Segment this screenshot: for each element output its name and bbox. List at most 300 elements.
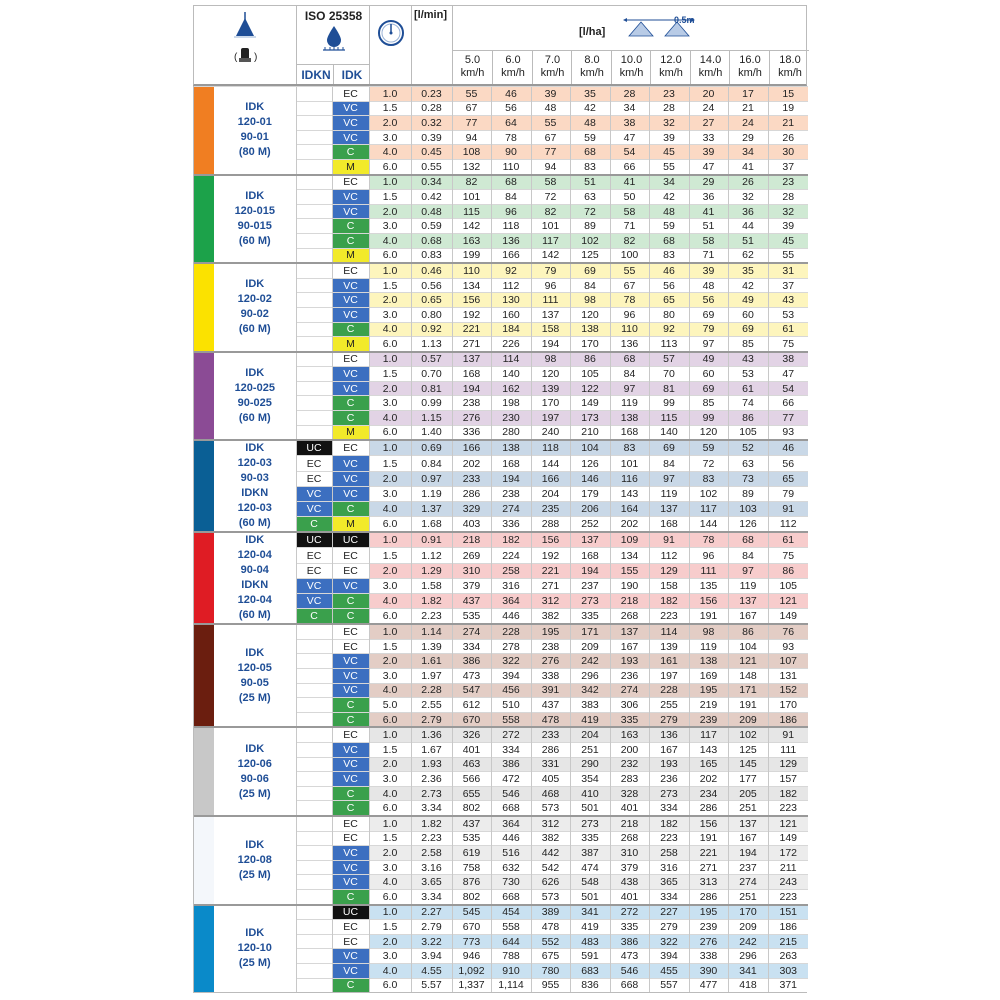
- idk-class-cell: C: [332, 801, 369, 816]
- rate-cell: 92: [491, 263, 531, 278]
- rate-cell: 70: [649, 367, 689, 382]
- rate-cell: 58: [531, 175, 570, 190]
- idkn-class-cell: [296, 963, 332, 978]
- idkn-class-cell: [296, 293, 332, 308]
- pressure-cell: 1.5: [369, 831, 411, 846]
- idk-class-cell: C: [332, 233, 369, 248]
- rate-cell: 286: [531, 743, 570, 758]
- rate-cell: 200: [610, 743, 649, 758]
- idkn-class-cell: [296, 772, 332, 787]
- speed-value: 10.0: [620, 54, 643, 66]
- rate-cell: 238: [491, 486, 531, 501]
- rate-cell: 119: [649, 486, 689, 501]
- flow-cell: 0.56: [411, 278, 452, 293]
- idk-class-cell: C: [332, 712, 369, 727]
- rate-cell: 235: [531, 501, 570, 516]
- idk-class-cell: EC: [332, 352, 369, 367]
- idkn-class-cell: [296, 204, 332, 219]
- speed-header-1: [492, 50, 533, 84]
- rate-cell: 28: [768, 190, 808, 205]
- rate-cell: 354: [570, 772, 610, 787]
- idk-class-cell: EC: [332, 816, 369, 831]
- flow-cell: 0.80: [411, 307, 452, 322]
- rate-cell: 199: [452, 248, 491, 263]
- rate-cell: 94: [452, 130, 491, 145]
- rate-cell: 42: [728, 278, 768, 293]
- pressure-cell: 4.0: [369, 875, 411, 890]
- nozzle-name-line: IDK: [245, 838, 265, 851]
- speed-unit: km/h: [619, 67, 644, 79]
- rate-cell: 338: [689, 949, 728, 964]
- idkn-class-cell: [296, 889, 332, 904]
- rate-cell: 566: [452, 772, 491, 787]
- rate-cell: 173: [570, 411, 610, 426]
- rate-cell: 60: [728, 307, 768, 322]
- rate-cell: 68: [610, 352, 649, 367]
- rate-cell: 45: [649, 145, 689, 160]
- rate-cell: 547: [452, 683, 491, 698]
- nozzle-name-line: 120-015: [234, 204, 275, 217]
- rate-cell: 272: [610, 905, 649, 920]
- flow-cell: 0.99: [411, 396, 452, 411]
- nozzle-name-line: 120-02: [237, 293, 272, 306]
- rate-cell: 86: [570, 352, 610, 367]
- rate-cell: 387: [570, 846, 610, 861]
- rate-cell: 286: [689, 889, 728, 904]
- rate-cell: 47: [768, 367, 808, 382]
- idkn-class-cell: [296, 801, 332, 816]
- flow-cell: 2.27: [411, 905, 452, 920]
- rate-cell: 195: [689, 905, 728, 920]
- rate-cell: 788: [491, 949, 531, 964]
- rate-cell: 168: [570, 548, 610, 563]
- flow-cell: 1.67: [411, 743, 452, 758]
- rate-cell: 143: [689, 743, 728, 758]
- table-row: [194, 816, 808, 831]
- rate-cell: 79: [768, 486, 808, 501]
- idkn-class-cell: [296, 116, 332, 131]
- rate-cell: 145: [728, 757, 768, 772]
- speed-header-8: [769, 50, 810, 84]
- rate-cell: 101: [531, 219, 570, 234]
- idkn-class-cell: [296, 322, 332, 337]
- idk-class-cell: EC: [332, 440, 369, 456]
- flow-cell: 1.40: [411, 425, 452, 440]
- pressure-cell: 3.0: [369, 860, 411, 875]
- rate-cell: 191: [728, 698, 768, 713]
- flow-cell: 0.84: [411, 456, 452, 471]
- idk-class-cell: C: [332, 501, 369, 516]
- rate-cell: 382: [531, 831, 570, 846]
- rate-cell: 96: [531, 278, 570, 293]
- rate-cell: 51: [728, 233, 768, 248]
- idk-class-cell: EC: [332, 920, 369, 935]
- rate-cell: 167: [649, 743, 689, 758]
- idkn-class-cell: [296, 875, 332, 890]
- flow-cell: 0.45: [411, 145, 452, 160]
- rate-cell: 290: [570, 757, 610, 772]
- rate-cell: 193: [649, 757, 689, 772]
- rate-cell: 382: [531, 609, 570, 625]
- table-row: [194, 532, 808, 548]
- rate-cell: 58: [689, 233, 728, 248]
- rate-cell: 98: [689, 624, 728, 639]
- rate-cell: 313: [689, 875, 728, 890]
- rate-cell: 477: [689, 978, 728, 992]
- rate-cell: 69: [649, 440, 689, 456]
- nozzle-name-line: 90-025: [237, 396, 272, 409]
- pressure-cell: 4.0: [369, 683, 411, 698]
- idk-class-cell: VC: [332, 293, 369, 308]
- rate-cell: 155: [610, 563, 649, 578]
- pressure-cell: 3.0: [369, 219, 411, 234]
- rate-cell: 152: [768, 683, 808, 698]
- table-row: [194, 352, 808, 367]
- nozzle-name: [214, 905, 296, 993]
- nozzle-name-line: 90-04: [240, 564, 269, 577]
- nozzle-name: [214, 816, 296, 905]
- rate-cell: 33: [689, 130, 728, 145]
- rate-cell: 390: [689, 963, 728, 978]
- rate-cell: 283: [610, 772, 649, 787]
- pressure-cell: 6.0: [369, 978, 411, 992]
- rate-cell: 322: [491, 654, 531, 669]
- rate-cell: 140: [491, 367, 531, 382]
- nozzle-name-line: 120-10: [237, 942, 272, 955]
- rate-cell: 182: [649, 816, 689, 831]
- rate-cell: 171: [570, 624, 610, 639]
- rate-cell: 120: [570, 307, 610, 322]
- rate-cell: 138: [610, 411, 649, 426]
- rate-cell: 274: [491, 501, 531, 516]
- rate-cell: 286: [452, 486, 491, 501]
- rate-cell: 112: [768, 517, 808, 533]
- idkn-class-cell: [296, 307, 332, 322]
- rate-cell: 542: [531, 860, 570, 875]
- rate-cell: 379: [452, 578, 491, 593]
- rate-cell: 78: [689, 532, 728, 548]
- nozzle-spray-icon: [194, 6, 296, 84]
- pressure-cell: 1.5: [369, 190, 411, 205]
- rate-cell: 194: [452, 381, 491, 396]
- rate-cell: 15: [768, 87, 808, 102]
- idkn-class-cell: [296, 639, 332, 654]
- rate-cell: 334: [452, 639, 491, 654]
- rate-cell: 312: [531, 593, 570, 608]
- rate-cell: 626: [531, 875, 570, 890]
- rate-cell: 34: [649, 175, 689, 190]
- rate-cell: 224: [491, 548, 531, 563]
- rate-cell: 21: [768, 116, 808, 131]
- idkn-class-cell: EC: [296, 456, 332, 471]
- rate-cell: 237: [570, 578, 610, 593]
- rate-cell: 112: [649, 548, 689, 563]
- flow-cell: 0.57: [411, 352, 452, 367]
- idk-class-cell: VC: [332, 669, 369, 684]
- rate-cell: 59: [649, 219, 689, 234]
- pressure-cell: 1.0: [369, 352, 411, 367]
- rate-cell: 131: [768, 669, 808, 684]
- rate-cell: 118: [531, 440, 570, 456]
- flow-cell: 1.37: [411, 501, 452, 516]
- flow-cell: 0.48: [411, 204, 452, 219]
- rate-cell: 296: [570, 669, 610, 684]
- pressure-cell: 3.0: [369, 669, 411, 684]
- rate-cell: 84: [728, 548, 768, 563]
- rate-cell: 391: [531, 683, 570, 698]
- rate-cell: 54: [768, 381, 808, 396]
- rate-cell: 186: [768, 712, 808, 727]
- rate-cell: 139: [649, 639, 689, 654]
- table-row: [194, 624, 808, 639]
- pressure-cell: 1.5: [369, 743, 411, 758]
- flow-cell: 1.58: [411, 578, 452, 593]
- rate-cell: 47: [689, 159, 728, 174]
- rate-cell: 82: [531, 204, 570, 219]
- rate-cell: 478: [531, 920, 570, 935]
- rate-cell: 142: [531, 248, 570, 263]
- rate-cell: 158: [531, 322, 570, 337]
- speed-unit: km/h: [460, 67, 485, 79]
- rate-cell: 83: [570, 159, 610, 174]
- idkn-class-cell: EC: [296, 563, 332, 578]
- rate-cell: 195: [531, 624, 570, 639]
- rate-cell: 644: [491, 934, 531, 949]
- idkn-class-cell: UC: [296, 532, 332, 548]
- idkn-class-cell: [296, 743, 332, 758]
- idkn-class-cell: [296, 159, 332, 174]
- rate-cell: 172: [768, 846, 808, 861]
- rate-cell: 168: [610, 425, 649, 440]
- rate-cell: 39: [531, 87, 570, 102]
- rate-cell: 119: [689, 639, 728, 654]
- rate-cell: 17: [728, 87, 768, 102]
- speed-unit: km/h: [659, 67, 683, 79]
- rate-cell: 258: [491, 563, 531, 578]
- idk-class-cell: VC: [332, 743, 369, 758]
- flow-cell: 0.42: [411, 190, 452, 205]
- speed-value: 7.0: [544, 54, 561, 66]
- rate-cell: 112: [491, 278, 531, 293]
- rate-cell: 251: [728, 801, 768, 816]
- rate-cell: 96: [689, 548, 728, 563]
- speed-unit: km/h: [540, 67, 565, 79]
- rate-cell: 66: [768, 396, 808, 411]
- nozzle-name: [214, 727, 296, 816]
- rate-cell: 336: [452, 425, 491, 440]
- rate-cell: 546: [491, 786, 531, 801]
- nozzle-color-stripe: [194, 624, 214, 727]
- flow-cell: 0.81: [411, 381, 452, 396]
- flow-cell: 2.55: [411, 698, 452, 713]
- idkn-class-cell: [296, 624, 332, 639]
- rate-cell: 41: [728, 159, 768, 174]
- idkn-class-cell: [296, 727, 332, 742]
- rate-cell: 334: [491, 743, 531, 758]
- rate-cell: 68: [649, 233, 689, 248]
- speed-value: 5.0: [464, 54, 481, 66]
- rate-cell: 194: [728, 846, 768, 861]
- pressure-cell: 1.0: [369, 175, 411, 190]
- flow-cell: 0.91: [411, 532, 452, 548]
- rate-cell: 516: [491, 846, 531, 861]
- rate-cell: 35: [728, 263, 768, 278]
- rate-cell: 468: [531, 786, 570, 801]
- rate-cell: 73: [728, 471, 768, 486]
- rate-cell: 69: [689, 381, 728, 396]
- nozzle-name-line: IDK: [245, 189, 265, 202]
- rate-cell: 255: [649, 698, 689, 713]
- idk-class-cell: EC: [332, 831, 369, 846]
- pressure-cell: 2.0: [369, 293, 411, 308]
- pressure-cell: 2.0: [369, 381, 411, 396]
- rate-cell: 142: [452, 219, 491, 234]
- rate-cell: 102: [570, 233, 610, 248]
- rate-cell: 86: [728, 411, 768, 426]
- rate-cell: 454: [491, 905, 531, 920]
- rate-cell: 228: [491, 624, 531, 639]
- pressure-cell: 1.0: [369, 87, 411, 102]
- rate-cell: 51: [570, 175, 610, 190]
- pressure-cell: 6.0: [369, 609, 411, 625]
- rate-cell: 401: [452, 743, 491, 758]
- rate-cell: 43: [728, 352, 768, 367]
- speed-header-7: [729, 50, 770, 84]
- flow-cell: 1.68: [411, 517, 452, 533]
- rate-cell: 446: [491, 609, 531, 625]
- rate-cell: 209: [570, 639, 610, 654]
- rate-cell: 34: [728, 145, 768, 160]
- rate-cell: 69: [570, 263, 610, 278]
- rate-cell: 107: [768, 654, 808, 669]
- rate-cell: 68: [570, 145, 610, 160]
- idk-class-cell: UC: [332, 905, 369, 920]
- rate-cell: 102: [728, 727, 768, 742]
- rate-cell: 121: [728, 654, 768, 669]
- idkn-class-cell: [296, 669, 332, 684]
- speed-header-4: [611, 50, 651, 84]
- rate-cell: 473: [610, 949, 649, 964]
- table-row: [194, 440, 808, 456]
- rate-cell: 271: [452, 337, 491, 352]
- rate-cell: 63: [728, 456, 768, 471]
- flow-cell: 0.28: [411, 101, 452, 116]
- nozzle-name-line: (80 M): [238, 146, 271, 159]
- nozzle-name-line: 120-025: [234, 381, 275, 394]
- rate-cell: 501: [570, 889, 610, 904]
- idk-class-cell: M: [332, 337, 369, 352]
- idkn-column-header: IDKN: [301, 68, 331, 82]
- spacing-label: 0.5m: [674, 15, 695, 25]
- header-iso-cell: [296, 6, 370, 84]
- rate-cell: 335: [610, 712, 649, 727]
- pressure-cell: 2.0: [369, 654, 411, 669]
- rate-cell: 68: [728, 532, 768, 548]
- rate-cell: 137: [728, 816, 768, 831]
- rate-cell: 64: [491, 116, 531, 131]
- rate-cell: 62: [728, 248, 768, 263]
- rate-cell: 619: [452, 846, 491, 861]
- rate-cell: 120: [689, 425, 728, 440]
- rate-cell: 69: [728, 322, 768, 337]
- speed-unit: km/h: [778, 67, 802, 79]
- rate-cell: 55: [531, 116, 570, 131]
- rate-cell: 335: [610, 920, 649, 935]
- flow-cell: 2.36: [411, 772, 452, 787]
- speed-header-2: [532, 50, 572, 84]
- idkn-class-cell: [296, 831, 332, 846]
- rate-cell: 310: [610, 846, 649, 861]
- flow-cell: 1.97: [411, 669, 452, 684]
- nozzle-color-stripe: [194, 87, 214, 175]
- idkn-class-cell: [296, 396, 332, 411]
- svg-text:): ): [254, 52, 258, 63]
- rate-cell: 55: [610, 263, 649, 278]
- rate-cell: 274: [452, 624, 491, 639]
- rate-cell: 134: [452, 278, 491, 293]
- rate-cell: 535: [452, 609, 491, 625]
- speed-value: 12.0: [660, 54, 682, 66]
- rate-cell: 117: [689, 727, 728, 742]
- rate-cell: 28: [649, 101, 689, 116]
- rate-cell: 223: [649, 609, 689, 625]
- rate-cell: 61: [768, 322, 808, 337]
- pressure-cell: 4.0: [369, 963, 411, 978]
- rate-cell: 117: [531, 233, 570, 248]
- rate-cell: 202: [452, 456, 491, 471]
- pressure-cell: 1.5: [369, 456, 411, 471]
- rate-cell: 69: [689, 307, 728, 322]
- rate-cell: 151: [768, 905, 808, 920]
- speed-value: 18.0: [779, 54, 801, 66]
- rate-cell: 57: [649, 352, 689, 367]
- pressure-cell: 1.5: [369, 639, 411, 654]
- idk-class-cell: M: [332, 248, 369, 263]
- rate-cell: 55: [452, 87, 491, 102]
- rate-cell: 166: [452, 440, 491, 456]
- rate-cell: 51: [689, 219, 728, 234]
- rate-cell: 117: [689, 501, 728, 516]
- rate-cell: 558: [491, 712, 531, 727]
- rate-cell: 93: [768, 425, 808, 440]
- rate-cell: 955: [531, 978, 570, 992]
- rate-cell: 478: [531, 712, 570, 727]
- rate-cell: 26: [728, 175, 768, 190]
- flow-cell: 3.22: [411, 934, 452, 949]
- rate-cell: 670: [452, 920, 491, 935]
- rate-cell: 223: [768, 801, 808, 816]
- rate-cell: 86: [768, 563, 808, 578]
- rate-cell: 338: [531, 669, 570, 684]
- rate-cell: 204: [531, 486, 570, 501]
- rate-cell: 334: [649, 889, 689, 904]
- pressure-cell: 6.0: [369, 337, 411, 352]
- rate-cell: 316: [491, 578, 531, 593]
- idkn-class-cell: [296, 101, 332, 116]
- rate-cell: 130: [491, 293, 531, 308]
- flow-cell: 2.73: [411, 786, 452, 801]
- nozzle-name: [214, 263, 296, 352]
- idk-class-cell: EC: [332, 87, 369, 102]
- rate-cell: 239: [689, 920, 728, 935]
- speed-value: 16.0: [739, 54, 761, 66]
- rate-cell: 99: [689, 411, 728, 426]
- pressure-cell: 4.0: [369, 786, 411, 801]
- rate-cell: 136: [610, 337, 649, 352]
- nozzle-name-line: IDK: [245, 646, 265, 659]
- rate-cell: 56: [768, 456, 808, 471]
- rate-cell: 236: [649, 772, 689, 787]
